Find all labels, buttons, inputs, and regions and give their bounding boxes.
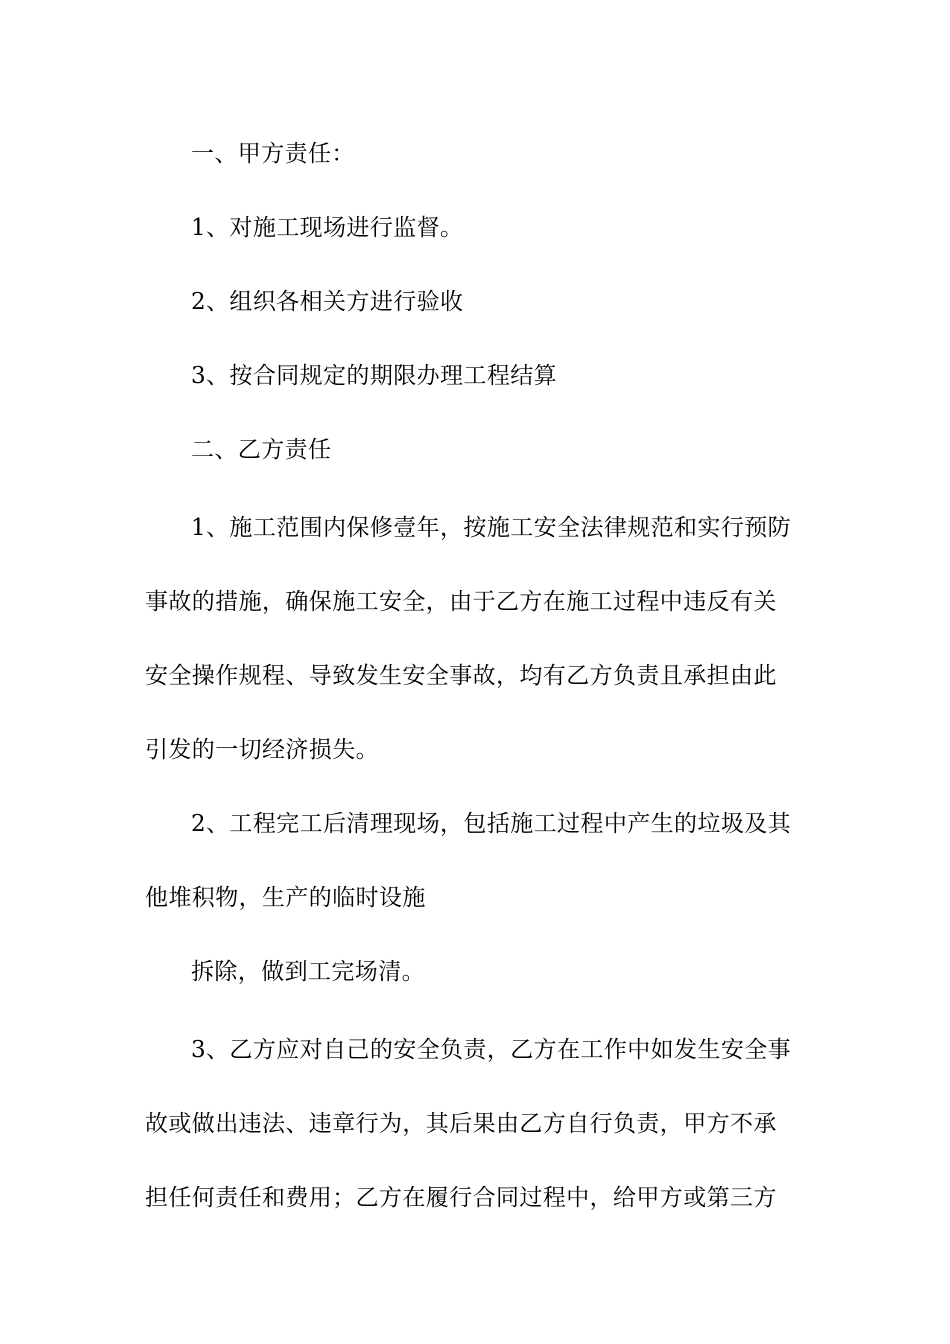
section-heading-party-a: 一、甲方责任： <box>191 141 355 167</box>
party-b-item-1-line-4: 引发的一切经济损失。 <box>145 737 379 763</box>
party-a-item-3: 3、按合同规定的期限办理工程结算 <box>191 363 558 389</box>
party-b-item-3-line-3: 担任何责任和费用；乙方在履行合同过程中，给甲方或第三方 <box>145 1185 777 1211</box>
party-b-item-2-line-2: 他堆积物，生产的临时设施 <box>145 885 426 911</box>
party-a-item-1: 1、对施工现场进行监督。 <box>191 215 464 241</box>
party-b-item-1-line-2: 事故的措施，确保施工安全，由于乙方在施工过程中违反有关 <box>145 589 777 615</box>
section-heading-party-b: 二、乙方责任 <box>191 437 332 463</box>
party-b-item-1-line-3: 安全操作规程、导致发生安全事故，均有乙方负责且承担由此 <box>145 663 777 689</box>
party-b-item-2-line-3: 拆除，做到工完场清。 <box>191 959 425 985</box>
party-b-item-3-line-1: 3、乙方应对自己的安全负责，乙方在工作中如发生安全事 <box>191 1037 792 1063</box>
party-a-item-2: 2、组织各相关方进行验收 <box>191 289 464 315</box>
party-b-item-3-line-2: 故或做出违法、违章行为，其后果由乙方自行负责，甲方不承 <box>145 1111 777 1137</box>
party-b-item-2-line-1: 2、工程完工后清理现场，包括施工过程中产生的垃圾及其 <box>191 811 792 837</box>
party-b-item-1-line-1: 1、施工范围内保修壹年，按施工安全法律规范和实行预防 <box>191 515 792 541</box>
